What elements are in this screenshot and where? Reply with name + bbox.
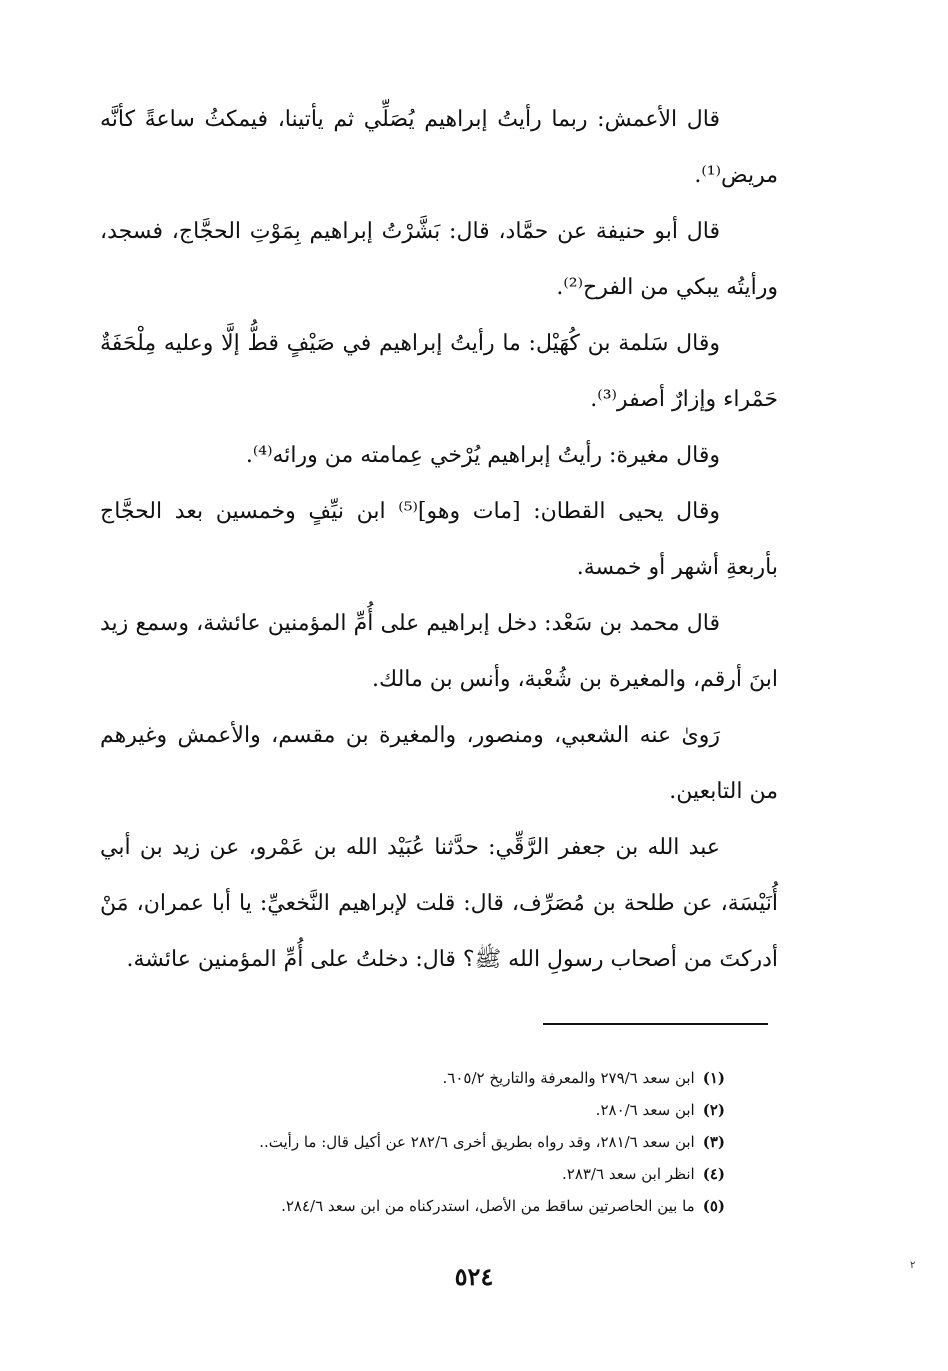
- paragraph: وقال يحيى القطان: [مات وهو]⁽⁵⁾ ابن نيِّفٍ وخمسين بعد الحجَّاج بأربعةِ أشهر أو خمسة.: [100, 499, 778, 580]
- footnote: [120, 1094, 725, 1126]
- footnote-text: انظر ابن سعد ٢٨٣/٦.: [561, 1165, 695, 1183]
- footnote: [120, 1126, 725, 1158]
- paragraph: قال محمد بن سَعْد: دخل إبراهيم على أُمِّ المؤمنين عائشة، وسمع زيد ابنَ أرقم، والمغيرة بن شُعْبة، وأنس بن مالك.: [100, 611, 778, 692]
- footnote-number: (٤): [702, 1165, 725, 1183]
- footnote: [120, 1062, 725, 1094]
- footnote-number: (٥): [702, 1197, 725, 1215]
- paragraph: عبد الله بن جعفر الرَّقِّي: حدَّثنا عُبَيْد الله بن عَمْرو، عن زيد بن أبي أُنَيْسَة، عن طلحة بن مُصَرِّف، قال: قلت لإبراهيم النَّخعيِّ: يا أبا عمران، مَنْ أدركتَ من أصحاب رسولِ الله ﷺ؟ قال: دخلتُ على أُمِّ المؤمنين عائشة.: [100, 835, 778, 972]
- paragraph: قال أبو حنيفة عن حمَّاد، قال: بَشَّرْتُ إبراهيم بِمَوْتِ الحجَّاج، فسجد، ورأيتُه يبكي من الفرح⁽²⁾.: [100, 219, 778, 300]
- footnote-text: ابن سعد ٢٧٩/٦ والمعرفة والتاريخ ٦٠٥/٢.: [442, 1069, 695, 1087]
- footnote-number: (٢): [702, 1101, 725, 1119]
- footnote-number: (١): [702, 1069, 725, 1087]
- paragraph: وقال سَلمة بن كُهَيْل: ما رأيتُ إبراهيم في صَيْفٍ قطُّ إلَّا وعليه مِلْحَفَةٌ حَمْراء وإزارٌ أصفر⁽³⁾.: [100, 331, 778, 412]
- footnote-text: ابن سعد ٢٨١/٦، وقد رواه بطريق أخرى ٢٨٢/٦ عن أكيل قال: ما رأيت..: [259, 1133, 695, 1151]
- main-text: [100, 92, 778, 988]
- footnote: [120, 1190, 725, 1222]
- footnote: [120, 1158, 725, 1190]
- footnotes: [120, 1062, 725, 1222]
- footnote-text: ما بين الحاصرتين ساقط من الأصل، استدركناه من ابن سعد ٢٨٤/٦.: [281, 1197, 695, 1215]
- footnote-separator: [543, 1023, 768, 1025]
- paragraph: رَوىٰ عنه الشعبي، ومنصور، والمغيرة بن مقسم، والأعمش وغيرهم من التابعين.: [100, 723, 778, 804]
- footnote-text: ابن سعد ٢٨٠/٦.: [595, 1101, 695, 1119]
- paragraph: وقال مغيرة: رأيتُ إبراهيم يُرْخي عِمامته من ورائه⁽⁴⁾.: [245, 443, 720, 468]
- margin-mark: ٢: [910, 1260, 916, 1271]
- footnote-number: (٣): [702, 1133, 725, 1151]
- paragraph: قال الأعمش: ربما رأيتُ إبراهيم يُصَلِّي ثم يأتينا، فيمكثُ ساعةً كأنَّه مريض⁽¹⁾.: [100, 107, 778, 188]
- page-number: ٥٢٤: [454, 1262, 494, 1291]
